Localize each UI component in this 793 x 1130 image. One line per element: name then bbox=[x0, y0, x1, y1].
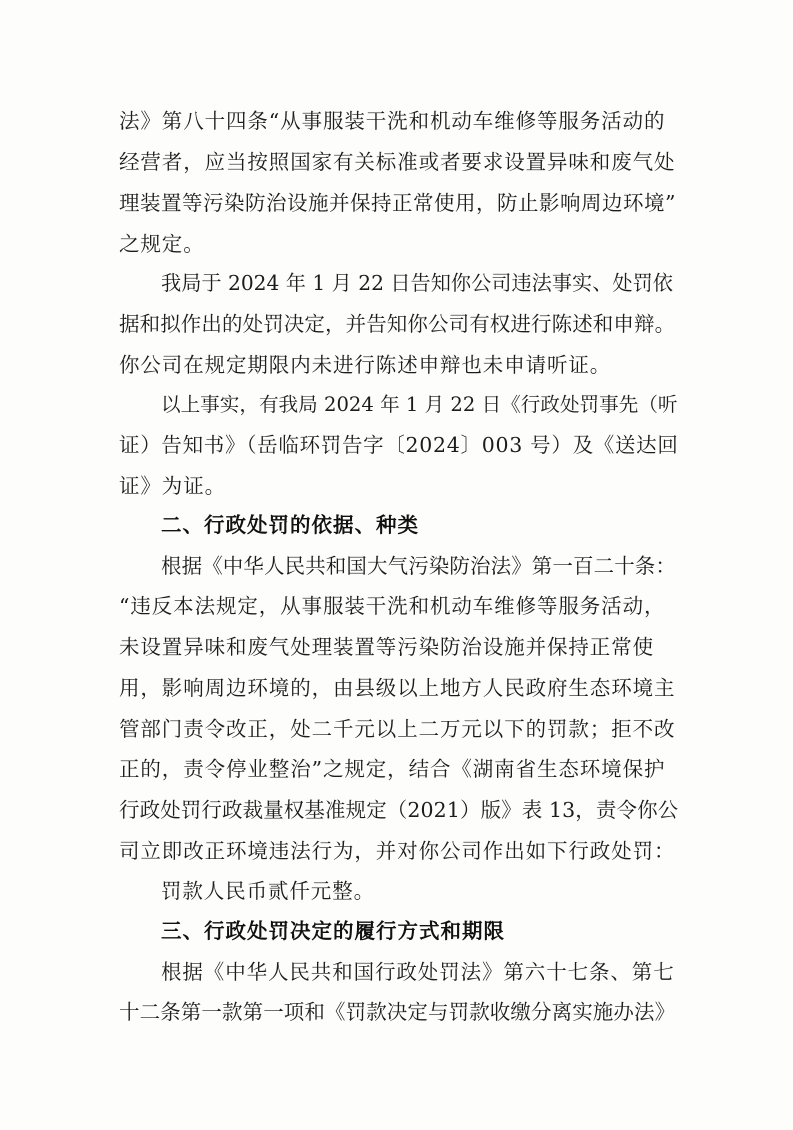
text-line: 十二条第一款第一项和《罚款决定与罚款收缴分离实施办法》 bbox=[119, 1000, 676, 1024]
text-line: 之规定。 bbox=[119, 232, 205, 256]
text-line: 我局于 2024 年 1 月 22 日告知你公司违法事实、处罚依 bbox=[161, 271, 673, 295]
text-line: 证》为证。 bbox=[119, 474, 226, 498]
text-line: “违反本法规定，从事服装干洗和机动车维修等服务活动， bbox=[119, 594, 666, 618]
text-line: 行政处罚行政裁量权基准规定（2021）版》表 13，责令你公 bbox=[119, 798, 679, 822]
text-line: 正的，责令停业整治”之规定，结合《湖南省生态环境保护 bbox=[119, 757, 666, 781]
section-heading: 三、行政处罚决定的履行方式和期限 bbox=[161, 919, 505, 943]
text-line: 以上事实，有我局 2024 年 1 月 22 日《行政处罚事先（听 bbox=[161, 393, 678, 416]
text-line: 根据《中华人民共和国行政处罚法》第六十七条、第七 bbox=[161, 960, 675, 984]
text-line: 证）告知书》（岳临环罚告字〔2024〕003 号）及《送达回 bbox=[119, 433, 679, 457]
text-line: 未设置异味和废气处理装置等污染防治设施并保持正常使 bbox=[119, 635, 654, 659]
text-line: 根据《中华人民共和国大气污染防治法》第一百二十条： bbox=[161, 554, 676, 578]
text-line: 法》第八十四条“从事服装干洗和机动车维修等服务活动的 bbox=[119, 109, 666, 133]
text-line: 司立即改正环境违法行为，并对你公司作出如下行政处罚： bbox=[119, 839, 676, 863]
text-line: 罚款人民币贰仟元整。 bbox=[161, 879, 375, 903]
text-line: 据和拟作出的处罚决定，并告知你公司有权进行陈述和申辩。 bbox=[119, 312, 676, 336]
text-line: 用，影响周边环境的，由县级以上地方人民政府生态环境主 bbox=[119, 676, 676, 700]
text-line: 经营者，应当按照国家有关标准或者要求设置异味和废气处 bbox=[119, 150, 676, 174]
section-heading: 二、行政处罚的依据、种类 bbox=[161, 513, 419, 537]
text-line: 管部门责令改正，处二千元以上二万元以下的罚款；拒不改 bbox=[119, 717, 676, 741]
text-line: 理装置等污染防治设施并保持正常使用，防止影响周边环境” bbox=[119, 191, 676, 215]
text-line: 你公司在规定期限内未进行陈述申辩也未申请听证。 bbox=[119, 353, 612, 377]
